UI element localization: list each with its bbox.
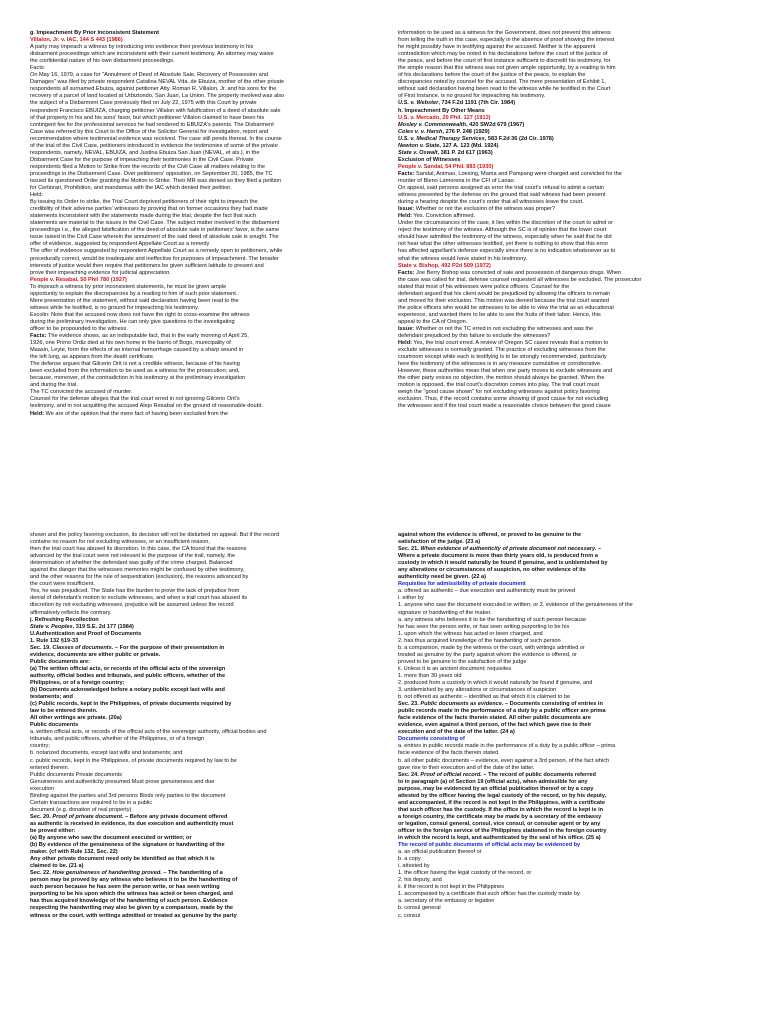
text-line: Under the circumstances of the case, it lies within the discretion of the court to admit or (398, 220, 613, 227)
text-line: Coles v. v. Harsh, 276 P. 248 (1929) (398, 128, 490, 135)
text-line: the court were insufficient. (30, 581, 95, 588)
text-line: appeal to the CA of Oregon. (398, 318, 468, 325)
text-line: public records made in the performance of a duty by a public officer are prima (398, 708, 606, 715)
text-line: should have admitted the testimony of the witness, especially when he said that he did (398, 234, 612, 241)
text-line: from telling the truth in this case, especially in the absence of proof showing the interest (398, 37, 615, 44)
text-line: and accompanied, if the record is not kept in the Philippines, with a certificate (398, 799, 606, 806)
text-line: Where a private document is more than thirty years old, is produced from a (398, 553, 598, 560)
text-line: procedurally correct, would be inadequate and ineffective for purposes of impeachment. The broader (30, 255, 279, 262)
text-line: 1. more than 30 years old (398, 672, 462, 679)
text-line: However, these authorities mean that when one party moves to exclude witnesses and (398, 368, 613, 375)
text-line: The offer of evidence suggested by respondent Appellate Court as a remedy open to petitioners, while (30, 248, 283, 255)
text-line: exclusion. Thus, if the record contains some showing of good cause for not excluding (398, 396, 609, 403)
text-line: recovery of a parcel of land located at Urbiztondo, San Juan, La Union. The property involved was also (30, 93, 285, 100)
text-line: b. a comparison, made by the witness or the court, with writings admitted or (398, 644, 585, 651)
text-line: Binding against the parties and 3rd persons Binds only parties to the document (30, 792, 226, 799)
text-line: not hear what the other witnesses testified, yet there is nothing to show that this error (398, 241, 609, 248)
text-line: disbarment proceedings which are inconsistent with their current testimony. An attorney may waive (30, 51, 274, 58)
text-line: shown and the policy favoring exclusion, its decision will not be disturbed on appeal. But if the record (30, 532, 280, 538)
text-line: affirmatively reflects the contrary. (30, 609, 112, 616)
page-panel-bottom-left (30, 532, 370, 992)
text-line: Yes, he was prejudiced. The State has the burden to prove the lack of prejudice from (30, 588, 240, 595)
text-line: Facts: (30, 65, 46, 72)
text-line: law to be entered therein. (30, 708, 98, 715)
text-line: To impeach a witness by prior inconsistent statements, he must be given ample (30, 283, 227, 290)
text-line: claimed to be. (21 a) (30, 863, 84, 870)
text-line: a foreign country, the certificate may be made by a secretary of the embassy (398, 813, 602, 820)
text-line: he has seen the person write, or has seen writing purporting to be his (398, 623, 570, 630)
text-line: Sec. 23. Public documents as evidence. – Documents consisting of entries in (398, 701, 603, 708)
text-line: interests of justice would then require that petitioners be given sufficient latitude to present and (30, 262, 264, 269)
text-line: Maasin, Leyte, form the effects of an internal hemorrhage caused by a sharp wound in (30, 347, 244, 354)
text-line: witness presented by the defense on the ground that said witness had been present (398, 192, 606, 199)
text-line: Genuineness and authenticity presumed Must prove genuineness and due (30, 778, 215, 785)
text-line: execution and of the date of the latter. (24 a) (398, 729, 515, 736)
text-line: contains no reason for not excluding witnesses, or an insufficient reason, (30, 539, 210, 546)
text-line: the police officers who would be witnesses to be able to view the trial as an educational (398, 304, 614, 311)
text-line: respondent Francisco EBUIZA, charging petitioner Villalon with falsification of a deed of absolute sale (30, 107, 281, 114)
text-line: Held: We are of the opinion that the mere fact of having been excluded from the (30, 410, 228, 417)
text-line: A party may impeach a witness by introducing into evidence their previous testimony in his (30, 44, 254, 51)
text-line: or legation, consul general, consul, vice consul, or consular agent or by any (398, 820, 601, 827)
text-line: c. consul (398, 912, 421, 919)
text-line: advanced by the trial court were not relevant to the purpose of the trail, namely, the (30, 553, 236, 560)
page-panel-top-left (30, 30, 370, 450)
text-line: authority, official bodies and tribunals, and public officers, whether of the (30, 672, 226, 679)
text-line: Escolin: Note that the accused now does not have the right to cross-examine the witness (30, 311, 250, 318)
text-line: a. entries in public records made in the performance of a duty by a public officer – prima (398, 743, 616, 750)
text-line: proved to be genuine to the satisfaction of the judge (398, 658, 527, 665)
text-line: Public documents (30, 722, 79, 729)
text-line: what the witness would have stated in his testimony. (398, 255, 528, 262)
text-line: State v. Bishop, 492 P2d 509 (1972) (398, 262, 491, 269)
text-line: Exclusion of Witnesses (398, 156, 461, 163)
text-line: maker. (cf with Rule 132, Sec. 22) (30, 849, 118, 856)
text-line: The defense argues that Gilcerio Orit is not a credible witness, because of his having (30, 361, 240, 368)
text-line: weigh the "good cause shown" for not excluding witnesses against policy favoring (398, 389, 600, 396)
text-line: On May 16, 1979, a case for "Annulment of Deed of Absolute Sale, Recovery of Possession and (30, 72, 268, 79)
text-line: officer to be propounded to the witness. (30, 325, 128, 332)
text-line: person may be proved by any witness who believes it to be the handwriting of (30, 877, 238, 884)
text-line: purpose, may be evidenced by an official publication thereof or by a copy (398, 785, 594, 792)
text-line: 2. his deputy, and (398, 877, 442, 884)
text-line: 2. has thus acquired knowledge of the handwriting of such person (398, 637, 561, 644)
text-line: Held: Yes. Conviction affirmed. (398, 213, 476, 220)
text-line: recommendation where testimonial evidence was received. The case still pends thereat. In the course (30, 135, 282, 142)
text-line: respondents all surnamed Ebuiza, against petitioner Atty. Roman R. Villalon, Jr. and his sons for the (30, 86, 277, 93)
text-line: signature or handwriting of the maker. (398, 609, 492, 616)
text-line: Sec. 20. Proof of private document. – Before any private document offered (30, 813, 228, 820)
text-line: b. notarized documents, except last wills and testaments; and (30, 750, 183, 757)
text-line: execution (30, 785, 54, 792)
text-line: Issue: Whether or not the TC erred in not excluding the witnesses and was the (398, 325, 594, 332)
text-line: custody in which it would naturally be found if genuine, and is unblemished by (398, 560, 608, 567)
text-line: a. an official publication thereof or (398, 849, 482, 856)
text-line: U.S. v. Mercado, 20 Phil. 127 (1913) (398, 114, 491, 121)
text-line: in which the record is kept, and authenticated by the seal of his office. (25 a) (398, 835, 601, 842)
text-line: State v. Oswalt, 381 P. 2d 617 (1963) (398, 149, 493, 156)
text-line: such person because he has seen the person write, or has seen writing (30, 884, 220, 891)
text-line: Public documents are: (30, 658, 90, 665)
text-line: evidence, documents are either public or private. (30, 651, 161, 658)
text-line: for Certiorari, Prohibition, and mandamus with the IAC which denied their petition. (30, 185, 232, 192)
text-line: 1. accompanied by a certificate that such officer has the custody made by (398, 891, 580, 898)
text-line: and the other reasons for the rule of sequestration (exclusion), the reasons advanced by (30, 574, 249, 581)
text-line: exclude witnesses is normally granted. The practice of excluding witnesses from the (398, 347, 606, 354)
text-line: that such officer has the custody. If the office in which the record is kept is in (398, 806, 604, 813)
page-panel-top-right (398, 30, 738, 450)
text-line: because, moreover, of the contradiction in his testimony at the preliminary investigation (30, 375, 246, 382)
text-line: 1. upon which the witness has acted or been charged, and (398, 630, 543, 637)
text-line: issue raised in the Civil Case wherein the annulment of the said deed of absolute sale is sought. The (30, 234, 279, 241)
text-line: U.S. v. Medical Therapy Services, 583 F.2d 36 (2d Cir. 1978) (398, 135, 554, 142)
text-line: and during the trial. (30, 382, 78, 389)
text-line: facie evidence of the facts therein stated. (398, 750, 500, 757)
text-line: Requisites for admissibility of private document (398, 581, 526, 588)
text-line: Held: (30, 192, 44, 199)
text-line: opportunity to explain the discrepancies by a reading to him of such prior statement. (30, 290, 238, 297)
text-line: Any other private document need only be identified as that which it is (30, 856, 215, 863)
text-line: satisfaction of the judge. (23 a) (398, 539, 481, 546)
text-line: b. not offered as authentic – identified as that which it is claimed to be (398, 694, 571, 701)
text-line: All other writings are private. (20a) (30, 715, 122, 722)
text-line: of that property in his and his sons' favor, but which petitioner Villalon claimed to have been his (30, 114, 265, 121)
text-line: been excluded from the information to be used as a witness for the prosecution; and, (30, 368, 240, 375)
text-line: the left lung, as appears from the death certificate. (30, 354, 155, 361)
text-line: a. secretary of the embassy or legation (398, 898, 495, 905)
text-line: tribunals, and public officers, whether of the Philippines, or of a foreign (30, 736, 205, 743)
text-line: Facts: The evidence shows, as an indisputable fact, that in the early morning of April 25, (30, 333, 249, 340)
text-line: to in paragraph (a) of Section 19 (official acts), when admissible for any (398, 778, 588, 785)
text-line: he might possibly have in testifying against the accused. Neither is the apparent (398, 44, 596, 51)
text-line: proceedings in the Disbarment Case. Over petitioners' opposition, on September 20, 1985, the TC (30, 170, 273, 177)
text-line: statements are material to the issues in the Civil Case. The subject matter involved in the disbarment (30, 220, 280, 227)
text-line: discretion by not excluding witnesses, prejudice will be assumed unless the record (30, 602, 234, 609)
text-line: 2. produced from a custody in which it would naturally be found if genuine, and (398, 679, 593, 686)
text-line: issued its questioned Order granting the Motion to Strike. Their MR was denied so they filed a petition (30, 177, 282, 184)
text-line: the simple reason that this witness was not given ample opportunity, by a reading to him (398, 65, 616, 72)
text-line: b. a copy (398, 856, 421, 863)
text-line: b. consul general (398, 905, 441, 912)
text-line: (b) Documents acknowledged before a notary public except last wills and (30, 687, 225, 694)
text-line: determination of whether the defendant was guilty of the crime charged. Balanced (30, 560, 233, 567)
text-line: 1. anyone who saw the document executed or written; or 2. evidence of the genuineness of the (398, 602, 633, 609)
text-line: defendant argued that his client would be prejudiced by allowing the officers to remain (398, 290, 611, 297)
text-line: and moved for their exclusion. This motion was denied because the trial court wanted (398, 297, 610, 304)
text-line: stated that most of his witnesses were police officers. Counsel for the (398, 283, 570, 290)
text-line: Issue: Whether or not the exclusion of the witness was proper? (398, 206, 556, 213)
text-line: experience, and wanted them to be able to see the fruits of their labor. Hence, this (398, 311, 601, 318)
text-line: against whom the evidence is offered, or proved to be genuine to the (398, 532, 582, 538)
text-line: during the preliminary investigation. He can only give questions to the investigating (30, 318, 235, 325)
text-line: Sec. 22. How genuineness of handwriting proved. – The handwriting of a (30, 870, 223, 877)
text-line: the confidential nature of his own disbarment proceedings. (30, 58, 175, 65)
text-line: Philippines, or of a foreign country; (30, 679, 125, 686)
text-line: of First Instance, is no ground for impeaching his testimony. (398, 93, 546, 100)
text-line: statements inconsistent with the statements made during the trial, despite the fact that such (30, 213, 257, 220)
text-line: witness or the court, with writings admitted or treated as genuine by the party (30, 912, 237, 919)
text-line: Facts: Sandal, Animao, Loesing, Mama and Pampang were charged and convicted for the (398, 170, 622, 177)
text-line: contradiction which may be noted in his declarations before the court of the justice of (398, 51, 608, 58)
text-line: Sec. 24. Proof of official record. – The record of public documents referred (398, 771, 596, 778)
text-line: contingent fee for the professional services he had rendered to EBUIZA's parents. The Disbarment (30, 121, 274, 128)
text-line: (a) By anyone who saw the document executed or written; or (30, 835, 192, 842)
text-line: of the trial of the Civil Case, petitioners introduced in evidence the testimonies of some of the private (30, 142, 278, 149)
text-line: (a) The written official acts, or records of the official acts of the sovereign (30, 665, 226, 672)
text-line: entered therein. (30, 764, 70, 771)
text-line: Mere presentation of the statement, without said declaration having been read to the (30, 297, 239, 304)
text-line: denial of defendant's motion to exclude witnesses, and when a trail court has abused its (30, 595, 248, 602)
text-line: prove their impeaching evidence for judicial appreciation. (30, 269, 171, 276)
text-line: U.Authentication and Proof of Documents (30, 630, 142, 637)
text-line: witness while he testified, is no ground for impeaching his testimony. (30, 304, 200, 311)
text-line: without said declaration having been read to the witness while he testified in the Court (398, 86, 611, 93)
text-line: Counsel for the defense alleges that the trial court erred in not ignoring Gilcerio Orit's (30, 396, 240, 403)
text-line: against the danger that the witnesses memories might be confused by other testimony, (30, 567, 245, 574)
text-line: Damages" was filed by private respondent Catalina NEVAL Vda. de Ebuiza, mother of the other private (30, 79, 285, 86)
text-line: 1926, one Primo Ordiz died at his own home in the barrio of Bogo, municipality of (30, 340, 231, 347)
text-line: the other party voices no objection, the motion should always be granted. When the (398, 375, 605, 382)
text-line: 1. Rule 132 §19-33 (30, 637, 79, 644)
text-line: Mosley v. Commonwealth, 420 SW2d 679 (1967) (398, 121, 525, 128)
text-line: Public documents Private documents (30, 771, 123, 778)
text-line: the subject of a Disbarment Case previously filed on July 22, 1975 with this Court by private (30, 100, 257, 107)
text-line: Sec. 19. Classes of documents. – For the purpose of their presentation in (30, 644, 225, 651)
text-line: information to be used as a witness for the Government, does not prevent this witness (398, 30, 611, 36)
text-line: gave rise to their execution and of the date of the latter. (398, 764, 535, 771)
text-line: murder of Bleno Lamorena in the CFI of Lanao. (398, 177, 516, 184)
text-line: j. Refreshing Recollection (30, 616, 99, 623)
text-line: respondents filed a Motion to Strike from the records of the Civil Case all matters relating to the (30, 163, 266, 170)
text-line: Newton v. State, 127 A. 123 (Md. 1924) (398, 142, 499, 149)
text-line: (c) Public records, kept in the Philippines, of private documents required by (30, 701, 232, 708)
text-line: i. either by (398, 595, 424, 602)
text-line: during a hearing despite the court's order that all witnesses leave the court. (398, 199, 584, 206)
text-line: any alterations or circumstances of suspicion, no other evidence of its (398, 567, 586, 574)
text-line: On appeal, said persons assigned as error the trial court's refusal to admit a certain (398, 185, 604, 192)
text-line: Disbarment Case for the purpose of impeaching their testimonies in the Civil Case. Private (30, 156, 254, 163)
text-line: testaments; and (30, 694, 73, 701)
text-line: defendant prejudiced by this failure to exclude the witnesses? (398, 333, 551, 340)
text-line: h. Impeachment By Other Means (398, 107, 485, 114)
text-line: offer of evidence, suggested by respondent Appellate Court as a remedy (30, 241, 210, 248)
page-panel-bottom-right (398, 532, 738, 992)
text-line: the case was called for trial, defense counsel requested all witnesses be excluded. The prosecutor (398, 276, 642, 283)
text-line: Villalon, Jr. v. IAC, 144 S 443 (1986) (30, 37, 123, 44)
text-line: i. attested by (398, 863, 430, 870)
text-line: People v. Resabal, 50 Phil 780 (1927) (30, 276, 127, 283)
text-line: credibility of their adverse parties' witnesses by proving that on former occasions they had made (30, 206, 268, 213)
text-line: The TC convicted the accused of murder. (30, 389, 133, 396)
text-line: officer in the foreign service of the Philippines stationed in the foreign country (398, 827, 607, 834)
text-line: discrepancies noted by counsel for the accused. The mere presentation of Exhibit 1, (398, 79, 606, 86)
text-line: as authentic is received in evidence, its due execution and authenticity must (30, 820, 234, 827)
text-line: ii. if the record is not kept in the Philippines (398, 884, 505, 891)
text-line: 1. the officer having the legal custody of the record, or (398, 870, 532, 877)
text-line: reject the testimony of the witness. Although the SC is of opinion that the lower court (398, 227, 607, 234)
text-line: Held: Yes, the trial court erred. A review of Oregon SC cases reveals that a motion to (398, 340, 609, 347)
text-line: Case was referred by this Court to the Office of the Solicitor General for investigation, report and (30, 128, 269, 135)
text-line: respecting the handwriting may also be given by a comparison, made by the (30, 905, 233, 912)
text-line: then the trial court has abused its discretion. In this case, the CA found that the reasons (30, 546, 247, 553)
text-line: (b) By evidence of the genuineness of the signature or handwriting of the (30, 842, 225, 849)
text-line: proceedings i.e., the alleged falsification of the deed of absolute sale in petitioners' favor, is the same (30, 227, 280, 234)
text-line: motion is opposed, the trial court's discretion comes into play. The trail court must (398, 382, 600, 389)
text-line: attested by the officer having the legal custody of the record, or by his deputy, (398, 792, 607, 799)
text-line: country; (30, 743, 50, 750)
text-line: g. Impeachment By Prior Inconsistent Statement (30, 30, 159, 36)
text-line: U.S. v. Webster, 734 F.2d 1191 (7th Cir. 1984) (398, 100, 516, 107)
text-line: has affected appellant's defense especially since there is no indication whatsoever as to (398, 248, 616, 255)
text-line: By issuing its Order to strike, the Trial Court deprived petitioners of their right to impeach the (30, 199, 258, 206)
text-line: be proved either: (30, 827, 76, 834)
text-line: Certain transactions are required to be in a public (30, 799, 153, 806)
text-line: Documents consisting of (398, 736, 465, 743)
text-line: c. public records, kept in the Philippines, of private documents required by law to be (30, 757, 237, 764)
text-line: The record of public documents of official acts may be evidenced by (398, 842, 581, 849)
text-line: authenticity need be given. (22 a) (398, 574, 486, 581)
text-line: ii. Unless it is an ancient document; requisites (398, 665, 512, 672)
text-line: evidence, even against a third person, of the fact which gave rise to their (398, 722, 592, 729)
text-line: has thus acquired knowledge of the handwriting of such person. Evidence (30, 898, 228, 905)
text-line: State v. Peoples, 319 S.E. 2d 177 (1984) (30, 623, 134, 630)
text-line: courtroom except while each is testifying is to be strongly recommended, particularly (398, 354, 607, 361)
text-line: 3. unblemished by any alterations or circumstances of suspicion (398, 687, 557, 694)
text-line: facie evidence of the facts therein stated. All other public documents are (398, 715, 591, 722)
text-line: purporting to be his upon which the witness has acted or been charged, and (30, 891, 233, 898)
text-line: People v. Sandal, 54 Phil. 883 (1930) (398, 163, 494, 170)
text-line: Sec. 21. When evidence of authenticity of private document not necessary. – (398, 546, 602, 553)
text-line: treated as genuine by the party against whom the evidence is offered, or (398, 651, 578, 658)
text-line: a. offered as authentic – due execution and authenticity must be proved (398, 588, 576, 595)
text-line: respondents, namely, NEVAL, EBUIZA, and Justina Ebuiza San Juan (NEVAL, et als.), in the (30, 149, 260, 156)
text-line: here the testimony of the witnesses is in any measure cumulative or corroborative. (398, 361, 602, 368)
text-line: the peace, and before the court of first instance sufficient to discredit his testimony, for (398, 58, 611, 65)
text-line: testimony, and in not acquitting the accused Alejo Resabal on the ground of reasonable doubt. (30, 403, 263, 410)
text-line: document (e.g. donation of real property) (30, 806, 132, 813)
text-line: b. all other public documents – evidence, even against a 3rd person, of the fact which (398, 757, 610, 764)
text-line: Facts: Joe Berry Bishop was convicted of sale and possession of dangerous drugs. When (398, 269, 622, 276)
text-line: a. written official acts, or records of the official acts of the sovereign authority, official bodies and (30, 729, 267, 736)
text-line: the witnesses and if the trial court made a reasonable choice between the good cause (398, 403, 611, 410)
text-line: a. any witness who believes it to be the handwriting of such person because (398, 616, 587, 623)
text-line: of his declarations before the court of the justice of the peace, to explain the (398, 72, 586, 79)
